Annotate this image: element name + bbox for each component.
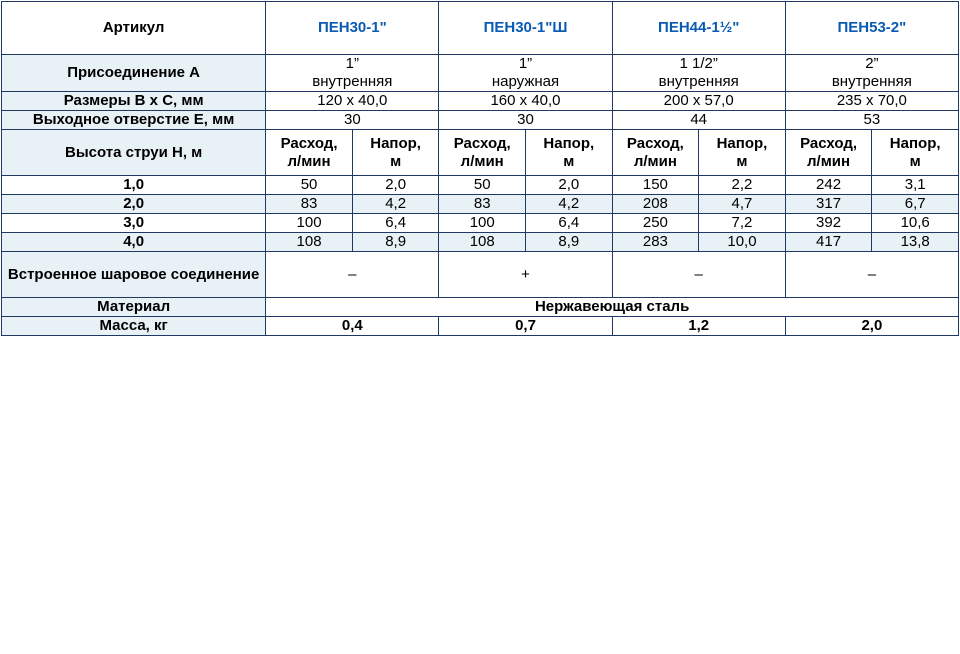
jet-value-2-0: 100 <box>266 214 353 233</box>
subheader-head-line2-1: м <box>390 152 402 170</box>
table-row <box>2 176 959 195</box>
jet-value-1-4: 208 <box>612 195 699 214</box>
jet-value-0-5: 2,2 <box>699 176 786 195</box>
table-row <box>2 195 959 214</box>
row-label-jet-height: Высота струи H, м <box>2 130 266 176</box>
jet-value-0-2: 50 <box>439 176 526 195</box>
jet-value-1-5: 4,7 <box>699 195 786 214</box>
jet-value-0-4: 150 <box>612 176 699 195</box>
connection-size-3: 1 1/2” <box>679 55 718 72</box>
dimensions-value-1: 120 x 40,0 <box>266 92 439 111</box>
connection-size-1: 1” <box>345 55 359 72</box>
subheader-flow-4 <box>785 130 872 176</box>
mass-value-1: 0,4 <box>266 317 439 336</box>
dimensions-value-3: 200 x 57,0 <box>612 92 785 111</box>
table-row-mass <box>2 317 959 336</box>
jet-value-2-5: 7,2 <box>699 214 786 233</box>
subheader-head-line2-2: м <box>563 152 575 170</box>
table-row-ball-joint <box>2 252 959 298</box>
subheader-flow-3 <box>612 130 699 176</box>
outlet-value-3: 44 <box>612 111 785 130</box>
subheader-flow-line1-4: Расход, <box>800 134 858 152</box>
outlet-value-4: 53 <box>785 111 958 130</box>
subheader-head-4 <box>872 130 959 176</box>
connection-size-4: 2” <box>865 55 879 72</box>
jet-height-label-2: 3,0 <box>2 214 266 233</box>
subheader-head-line1-4: Напор, <box>889 134 941 152</box>
connection-value-2 <box>439 55 612 92</box>
ball-joint-value-2: + <box>439 252 612 298</box>
connection-type-2: наружная <box>491 73 560 90</box>
jet-value-2-6: 392 <box>785 214 872 233</box>
jet-value-2-1: 6,4 <box>352 214 439 233</box>
jet-value-2-7: 10,6 <box>872 214 959 233</box>
table-row-subheaders <box>2 130 959 176</box>
model-name-4: ПЕН53-2" <box>785 2 958 55</box>
model-name-2: ПЕН30-1"Ш <box>439 2 612 55</box>
connection-type-1: внутренняя <box>312 73 393 90</box>
outlet-value-2: 30 <box>439 111 612 130</box>
subheader-flow-line1-2: Расход, <box>453 134 511 152</box>
jet-value-3-4: 283 <box>612 233 699 252</box>
subheader-head-2 <box>526 130 613 176</box>
model-name-1: ПЕН30-1" <box>266 2 439 55</box>
subheader-flow-line2-2: л/мин <box>460 152 504 170</box>
subheader-flow-line2-4: л/мин <box>807 152 851 170</box>
mass-value-2: 0,7 <box>439 317 612 336</box>
subheader-flow-line1-3: Расход, <box>626 134 684 152</box>
subheader-flow-2 <box>439 130 526 176</box>
subheader-flow-line2-1: л/мин <box>287 152 331 170</box>
jet-value-0-1: 2,0 <box>352 176 439 195</box>
table-row <box>2 233 959 252</box>
mass-value-3: 1,2 <box>612 317 785 336</box>
table-row <box>2 214 959 233</box>
mass-value-4: 2,0 <box>785 317 958 336</box>
jet-value-3-7: 13,8 <box>872 233 959 252</box>
subheader-head-line1-1: Напор, <box>370 134 421 152</box>
jet-value-1-6: 317 <box>785 195 872 214</box>
jet-value-2-2: 100 <box>439 214 526 233</box>
row-label-article: Артикул <box>2 2 266 55</box>
connection-size-2: 1” <box>518 55 533 72</box>
jet-value-2-3: 6,4 <box>526 214 613 233</box>
model-name-3: ПЕН44-1½" <box>612 2 785 55</box>
subheader-head-3 <box>699 130 786 176</box>
connection-value-1 <box>266 55 439 92</box>
table-row-dimensions <box>2 92 959 111</box>
dimensions-value-4: 235 x 70,0 <box>785 92 958 111</box>
ball-joint-value-4: – <box>785 252 958 298</box>
jet-value-3-2: 108 <box>439 233 526 252</box>
subheader-flow-1 <box>266 130 353 176</box>
jet-value-3-1: 8,9 <box>352 233 439 252</box>
material-value: Нержавеющая сталь <box>266 298 959 317</box>
table-row-connection <box>2 55 959 92</box>
jet-value-1-3: 4,2 <box>526 195 613 214</box>
row-label-ball-joint: Встроенное шаровое соединение <box>2 252 266 298</box>
connection-type-4: внутренняя <box>831 73 912 90</box>
row-label-connection: Присоединение А <box>2 55 266 92</box>
subheader-head-line1-2: Напор, <box>543 134 595 152</box>
table-row-outlet <box>2 111 959 130</box>
subheader-head-line2-4: м <box>909 152 921 170</box>
row-label-dimensions: Размеры B x C, мм <box>2 92 266 111</box>
jet-value-0-7: 3,1 <box>872 176 959 195</box>
specifications-table <box>1 1 959 336</box>
jet-value-1-1: 4,2 <box>352 195 439 214</box>
dimensions-value-2: 160 x 40,0 <box>439 92 612 111</box>
jet-value-3-6: 417 <box>785 233 872 252</box>
table-row-article <box>2 2 959 55</box>
subheader-flow-line1-1: Расход, <box>280 134 338 152</box>
connection-type-3: внутренняя <box>658 73 739 90</box>
subheader-head-line1-3: Напор, <box>716 134 768 152</box>
jet-value-0-6: 242 <box>785 176 872 195</box>
outlet-value-1: 30 <box>266 111 439 130</box>
row-label-mass: Масса, кг <box>2 317 266 336</box>
connection-value-3 <box>612 55 785 92</box>
jet-value-3-0: 108 <box>266 233 353 252</box>
subheader-head-1 <box>352 130 439 176</box>
subheader-flow-line2-3: л/мин <box>633 152 677 170</box>
jet-height-label-1: 2,0 <box>2 195 266 214</box>
table-row-material <box>2 298 959 317</box>
jet-value-0-0: 50 <box>266 176 353 195</box>
jet-height-label-0: 1,0 <box>2 176 266 195</box>
jet-value-2-4: 250 <box>612 214 699 233</box>
ball-joint-value-3: – <box>612 252 785 298</box>
subheader-head-line2-3: м <box>736 152 748 170</box>
jet-value-0-3: 2,0 <box>526 176 613 195</box>
jet-value-1-7: 6,7 <box>872 195 959 214</box>
row-label-material: Материал <box>2 298 266 317</box>
jet-value-3-5: 10,0 <box>699 233 786 252</box>
row-label-outlet: Выходное отверстие E, мм <box>2 111 266 130</box>
jet-value-1-2: 83 <box>439 195 526 214</box>
jet-height-label-3: 4,0 <box>2 233 266 252</box>
ball-joint-value-1: – <box>266 252 439 298</box>
connection-value-4 <box>785 55 958 92</box>
jet-value-1-0: 83 <box>266 195 353 214</box>
jet-value-3-3: 8,9 <box>526 233 613 252</box>
